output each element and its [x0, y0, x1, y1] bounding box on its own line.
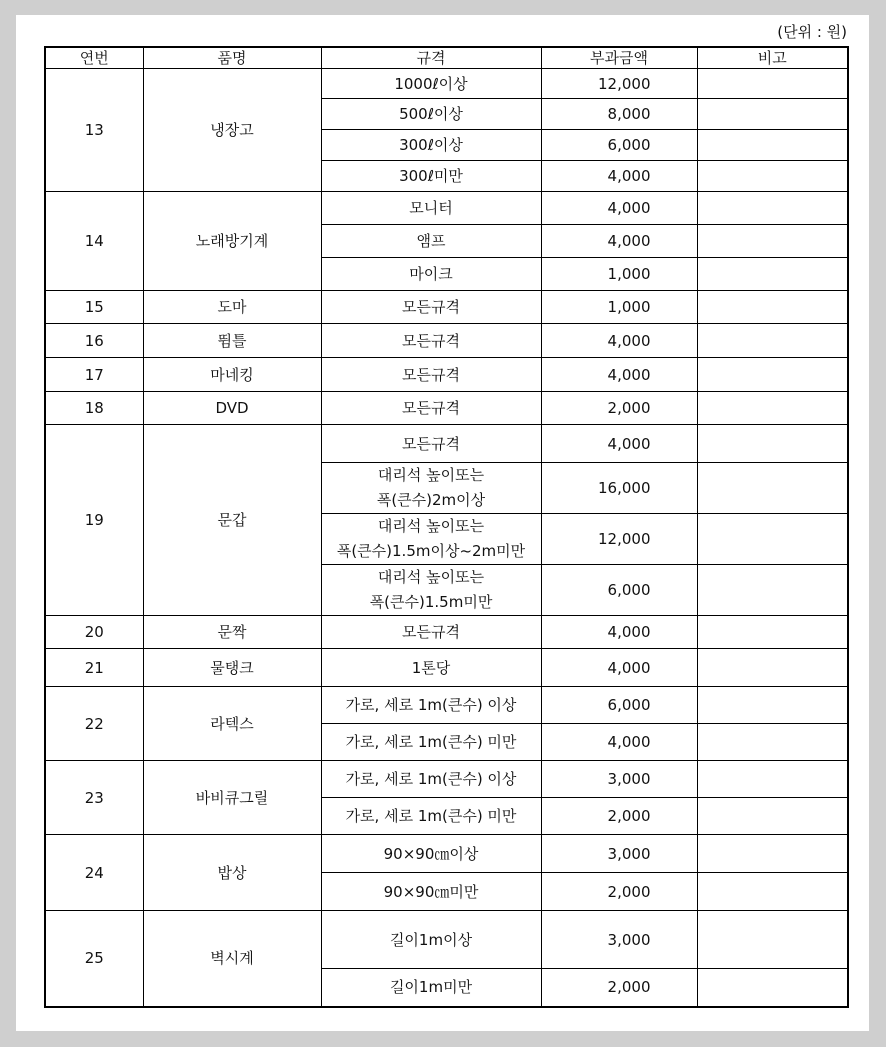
cell-spec: [321, 724, 541, 761]
spec-line: 모든규격: [402, 365, 460, 384]
table-row: [45, 835, 848, 873]
cell-no: 14: [45, 192, 143, 291]
cell-fee: 4,000: [541, 324, 697, 358]
cell-item: 냉장고: [143, 69, 321, 192]
cell-no: 13: [45, 69, 143, 192]
cell-fee: 3,000: [541, 835, 697, 873]
cell-note: [697, 798, 848, 835]
cell-spec: [321, 291, 541, 324]
table-row: [45, 425, 848, 463]
table-row: [45, 69, 848, 99]
cell-spec: [321, 463, 541, 514]
unit-note: (단위 : 원): [777, 23, 847, 41]
document-page: [16, 15, 869, 1031]
cell-no: 25: [45, 911, 143, 1007]
cell-fee: 6,000: [541, 130, 697, 161]
cell-spec: [321, 392, 541, 425]
cell-no: 21: [45, 649, 143, 687]
table-row: [45, 649, 848, 687]
cell-spec: [321, 69, 541, 99]
cell-spec: [321, 425, 541, 463]
cell-no: 18: [45, 392, 143, 425]
cell-fee: 2,000: [541, 798, 697, 835]
cell-note: [697, 565, 848, 616]
cell-item: 문갑: [143, 425, 321, 616]
table-row: [45, 358, 848, 392]
cell-fee: 2,000: [541, 392, 697, 425]
spec-line: 1톤당: [411, 658, 451, 677]
cell-no: 16: [45, 324, 143, 358]
cell-no: 15: [45, 291, 143, 324]
cell-no: 19: [45, 425, 143, 616]
cell-fee: 1,000: [541, 291, 697, 324]
header-fee: 부과금액: [541, 47, 697, 69]
table-row: [45, 291, 848, 324]
cell-note: [697, 192, 848, 225]
cell-fee: 12,000: [541, 69, 697, 99]
cell-fee: 12,000: [541, 514, 697, 565]
cell-fee: 8,000: [541, 99, 697, 130]
header-no: 연번: [45, 47, 143, 69]
header-note: 비고: [697, 47, 848, 69]
cell-spec: [321, 761, 541, 798]
cell-fee: 2,000: [541, 873, 697, 911]
spec-line: 폭(큰수)1.5m미만: [369, 593, 493, 611]
table-row: [45, 687, 848, 724]
spec-line: 모든규격: [402, 434, 460, 453]
table-row: [45, 761, 848, 798]
cell-fee: 4,000: [541, 161, 697, 192]
cell-fee: 4,000: [541, 425, 697, 463]
spec-line: 길이1m미만: [389, 978, 473, 997]
spec-line: 대리석 높이또는: [377, 517, 485, 535]
spec-line: 모든규격: [402, 298, 460, 316]
spec-line: 마이크: [409, 265, 453, 283]
cell-note: [697, 724, 848, 761]
cell-spec: [321, 616, 541, 649]
table-row: [45, 911, 848, 969]
cell-spec: [321, 798, 541, 835]
cell-note: [697, 761, 848, 798]
cell-spec: [321, 358, 541, 392]
cell-spec: [321, 835, 541, 873]
cell-spec: [321, 969, 541, 1007]
cell-note: [697, 99, 848, 130]
cell-note: [697, 425, 848, 463]
cell-spec: [321, 192, 541, 225]
spec-line: 가로, 세로 1m(큰수) 이상: [345, 696, 517, 714]
cell-note: [697, 130, 848, 161]
cell-spec: [321, 911, 541, 969]
cell-item: 문짝: [143, 616, 321, 649]
cell-item: 마네킹: [143, 358, 321, 392]
cell-note: [697, 649, 848, 687]
spec-line: 모니터: [409, 199, 453, 217]
cell-item: 바비큐그릴: [143, 761, 321, 835]
cell-note: [697, 291, 848, 324]
cell-item: 물탱크: [143, 649, 321, 687]
cell-note: [697, 358, 848, 392]
cell-fee: 6,000: [541, 565, 697, 616]
spec-line: 대리석 높이또는: [377, 568, 485, 586]
cell-no: 22: [45, 687, 143, 761]
spec-line: 앰프: [416, 232, 446, 250]
cell-spec: [321, 258, 541, 291]
spec-line: 길이1m이상: [389, 930, 473, 949]
table-row: [45, 392, 848, 425]
header-item: 품명: [143, 47, 321, 69]
spec-line: 모든규격: [402, 331, 460, 350]
cell-note: [697, 258, 848, 291]
cell-spec: [321, 873, 541, 911]
spec-line: 300ℓ이상: [399, 136, 463, 154]
table-row: [45, 192, 848, 225]
cell-fee: 4,000: [541, 192, 697, 225]
spec-line: 가로, 세로 1m(큰수) 미만: [345, 807, 517, 825]
fee-table: [44, 46, 849, 1008]
cell-item: 뜀틀: [143, 324, 321, 358]
spec-line: 가로, 세로 1m(큰수) 이상: [345, 770, 517, 788]
cell-note: [697, 463, 848, 514]
cell-note: [697, 392, 848, 425]
cell-note: [697, 911, 848, 969]
spec-line: 500ℓ이상: [399, 105, 463, 123]
cell-note: [697, 835, 848, 873]
cell-fee: 16,000: [541, 463, 697, 514]
spec-line: 가로, 세로 1m(큰수) 미만: [345, 733, 517, 751]
cell-fee: 4,000: [541, 616, 697, 649]
spec-line: 300ℓ미만: [399, 167, 463, 185]
spec-line: 폭(큰수)2m이상: [376, 491, 486, 509]
cell-note: [697, 616, 848, 649]
cell-spec: [321, 130, 541, 161]
cell-no: 17: [45, 358, 143, 392]
cell-spec: [321, 649, 541, 687]
table-body: [45, 69, 848, 1007]
cell-spec: [321, 565, 541, 616]
cell-fee: 4,000: [541, 225, 697, 258]
cell-note: [697, 225, 848, 258]
spec-line: 90×90㎝미만: [383, 882, 479, 901]
cell-note: [697, 873, 848, 911]
spec-line: 90×90㎝이상: [383, 844, 479, 863]
cell-no: 24: [45, 835, 143, 911]
cell-item: 벽시계: [143, 911, 321, 1007]
cell-spec: [321, 161, 541, 192]
cell-note: [697, 69, 848, 99]
cell-spec: [321, 324, 541, 358]
cell-spec: [321, 225, 541, 258]
cell-item: DVD: [143, 392, 321, 425]
cell-no: 23: [45, 761, 143, 835]
header-spec: 규격: [321, 47, 541, 69]
cell-spec: [321, 514, 541, 565]
spec-line: 모든규격: [402, 399, 460, 417]
cell-no: 20: [45, 616, 143, 649]
cell-fee: 1,000: [541, 258, 697, 291]
table-row: [45, 616, 848, 649]
cell-spec: [321, 687, 541, 724]
cell-fee: 4,000: [541, 649, 697, 687]
cell-fee: 3,000: [541, 761, 697, 798]
cell-item: 라텍스: [143, 687, 321, 761]
cell-fee: 3,000: [541, 911, 697, 969]
spec-line: 1000ℓ이상: [394, 74, 468, 93]
cell-fee: 4,000: [541, 724, 697, 761]
spec-line: 대리석 높이또는: [377, 466, 485, 484]
cell-fee: 4,000: [541, 358, 697, 392]
cell-note: [697, 687, 848, 724]
cell-item: 도마: [143, 291, 321, 324]
cell-item: 노래방기계: [143, 192, 321, 291]
cell-note: [697, 514, 848, 565]
cell-spec: [321, 99, 541, 130]
cell-note: [697, 161, 848, 192]
spec-line: 모든규격: [402, 623, 460, 641]
table-row: [45, 324, 848, 358]
cell-fee: 6,000: [541, 687, 697, 724]
cell-note: [697, 969, 848, 1007]
spec-line: 폭(큰수)1.5m이상~2m미만: [336, 542, 526, 560]
cell-fee: 2,000: [541, 969, 697, 1007]
cell-note: [697, 324, 848, 358]
table-header-row: [45, 47, 848, 69]
cell-item: 밥상: [143, 835, 321, 911]
